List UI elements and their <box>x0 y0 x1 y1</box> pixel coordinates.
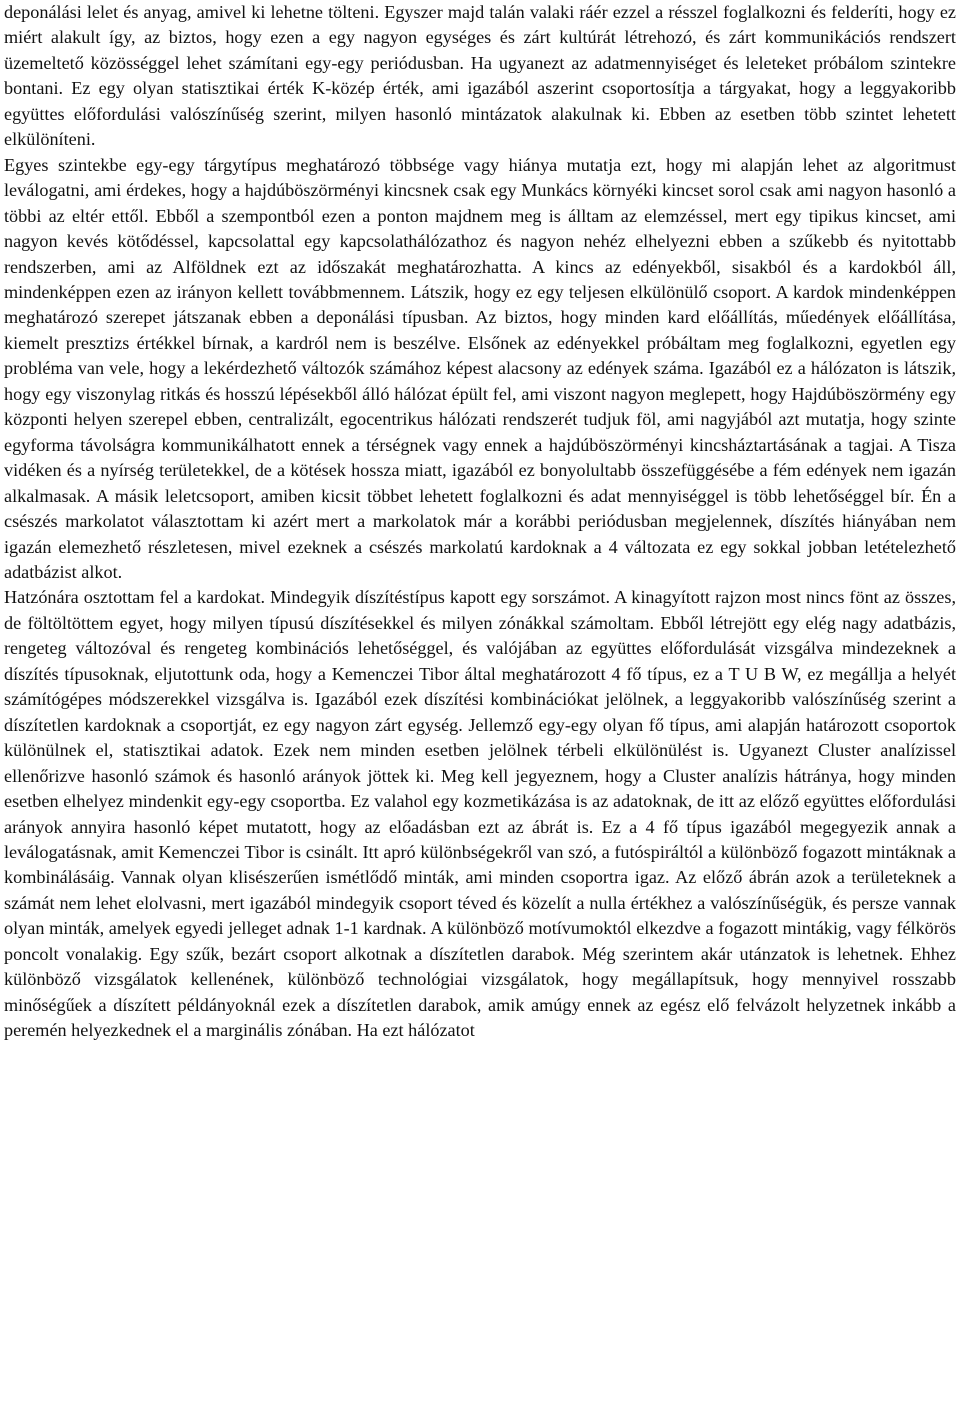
paragraph-3: Hatzónára osztottam fel a kardokat. Mindegyik díszítéstípus kapott egy sorszámot. A kinagyított rajzon most nincs fönt az összes, de föltöltöttem egyet, hogy milyen típusú díszítésekkel és milyen zónákkal számoltam. Ebből létrejött egy elég nagy adatbázis, rengeteg változóval és rengeteg kombinációs lehetőséggel, és valójában az együttes előfordulását vizsgálva mindezeknek a díszítés típusoknak, eljutottunk oda, hogy a Kemenczei Tibor által meghatározott 4 fő típus, ez a T U B W, ez megállja a helyét számítógépes módszerekkel vizsgálva is. Igazából ezek díszítési kombinációkat jelölnek, a leggyakoribb valószínűség szerint a díszítetlen kardoknak a csoportját, ez egy nagyon zárt egység. Jellemző egy-egy olyan fő típus, ami alapján határozott csoportok különülnek el, statisztikai adatok. Ezek nem minden esetben jelölnek térbeli elkülönülést is. Ugyanezt Cluster analízissel ellenőrizve hasonló számok és hasonló arányok jöttek ki. Meg kell jegyeznem, hogy a Cluster analízis hátránya, hogy minden esetben elhelyez mindenkit egy-egy csoportba. Ez valahol egy kozmetikázása is az adatoknak, de itt az előző együttes előfordulási arányok annyira hasonló képet mutatott, hogy az előadásban ezt az ábrát is. Ez a 4 fő típus igazából megegyezik annak a leválogatásnak, amit Kemenczei Tibor is csinált. Itt apró különbségekről van szó, a futóspiráltól a különböző fogazott mintáknak a kombinálásáig. Vannak olyan klisészerűen ismétlődő minták, ami minden csoportra igaz. Az előző ábrán azok a területeknek a számát nem lehet elolvasni, mert igazából mindegyik csoport téved és közelít a nulla értékhez a valószínűségük, és persze vannak olyan minták, amelyek egyedi jelleget adnak 1-1 kardnak. A különböző motívumoktól elkezdve a fogazott mintákig, vagy félkörös poncolt vonalakig. Egy szűk, bezárt csoport alkotnak a díszítetlen darabok. Még szerintem akár utánzatok is lehetnek. Ehhez különböző vizsgálatok kellenének, különböző technológiai vizsgálatok, hogy megállapítsuk, hogy mennyivel rosszabb minőségűek a díszített példányoknál ezek a díszítetlen darabok, amik amúgy ennek az egész elő felvázolt helyzetnek inkább a peremén helyezkednek el a marginális zónában. Ha ezt hálózatot <box>4 587 956 1041</box>
document-page <box>4 0 956 1044</box>
paragraph-1: deponálási lelet és anyag, amivel ki lehetne tölteni. Egyszer majd talán valaki ráér ezzel a résszel foglalkozni és felderíti, hogy ez miért alakult így, az biztos, hogy ezen a egy nagyon egységes és zárt kultúrát létrehozó, és zárt kommunikációs rendszert üzemeltető közösséggel lehet számítani egy-egy periódusban. Ha ugyanezt az adatmennyiséget és leleteket próbálom szintekre bontani. Ez egy olyan statisztikai érték K-közép érték, ami igazából aszerint csoportosítja a tárgyakat, hogy a leggyakoribb együttes előfordulási valószínűség szerint, milyen hasonló mintázatok alakulnak ki. Ebben az esetben több szintet lehetett elkülöníteni. <box>4 2 956 150</box>
paragraph-2: Egyes szintekbe egy-egy tárgytípus meghatározó többsége vagy hiánya mutatja ezt, hogy mi alapján lehet az algoritmust leválogatni, ami érdekes, hogy a hajdúböszörményi kincsnek csak egy Munkács környéki kincset sorol csak ami nagyon hasonló a többi az eltér ettől. Ebből a szempontból ezen a ponton majdnem meg is álltam az elemzéssel, mert egy tipikus kincset, ami nagyon kevés kötődéssel, kapcsolattal egy kapcsolathálózathoz és nagyon nehéz elhelyezni ebben a szűkebb és nyitottabb rendszerben, ami az Alföldnek ezt az időszakát meghatározhatta. A kincs az edényekből, sisakból és a kardokból áll, mindenképpen ezen az irányon kellett továbbmennem. Látszik, hogy ez egy teljesen elkülönülő csoport. A kardok mindenképpen meghatározó szerepet játszanak ebben a deponálási típusban. Az biztos, hogy minden kard előállítás, műedények előállítása, kiemelt presztizs értékkel bírnak, a kardról nem is beszélve. Elsőnek az edényekkel próbáltam meg foglalkozni, egyetlen egy probléma van vele, hogy a lekérdezhető változók számához képest alacsony az edények száma. Igazából ez a hálózaton is látszik, hogy egy viszonylag ritkás és hosszú lépésekből álló hálózat épült fel, ami viszont nagyon meglepett, hogy Hajdúböszörmény egy központi helyen szerepel ebben, centralizált, egocentrikus hálózati rendszerét tudjuk föl, ami nagyjából azt mutatja, hogy szinte egyforma távolságra kommunikálhatott ennek a térségnek vagy ennek a hajdúböszörményi kincsháztartásának a tagjai. A Tisza vidéken és a nyírség területekkel, de a kötések hossza miatt, igazából ez bonyolultabb összefüggésébe a fém edények nem igazán alkalmasak. A másik leletcsoport, amiben kicsit többet lehetett foglalkozni és adat mennyiséggel is több lehetőséggel bír. Én a csészés markolatot választottam ki azért mert a markolatok már a korábbi periódusban megjelennek, díszítés hiányában nem igazán elemezhető részletesen, mivel ezeknek a csészés markolatú kardoknak a 4 változata ez egy sokkal jobban letételezhető adatbázist alkot. <box>4 154 956 582</box>
